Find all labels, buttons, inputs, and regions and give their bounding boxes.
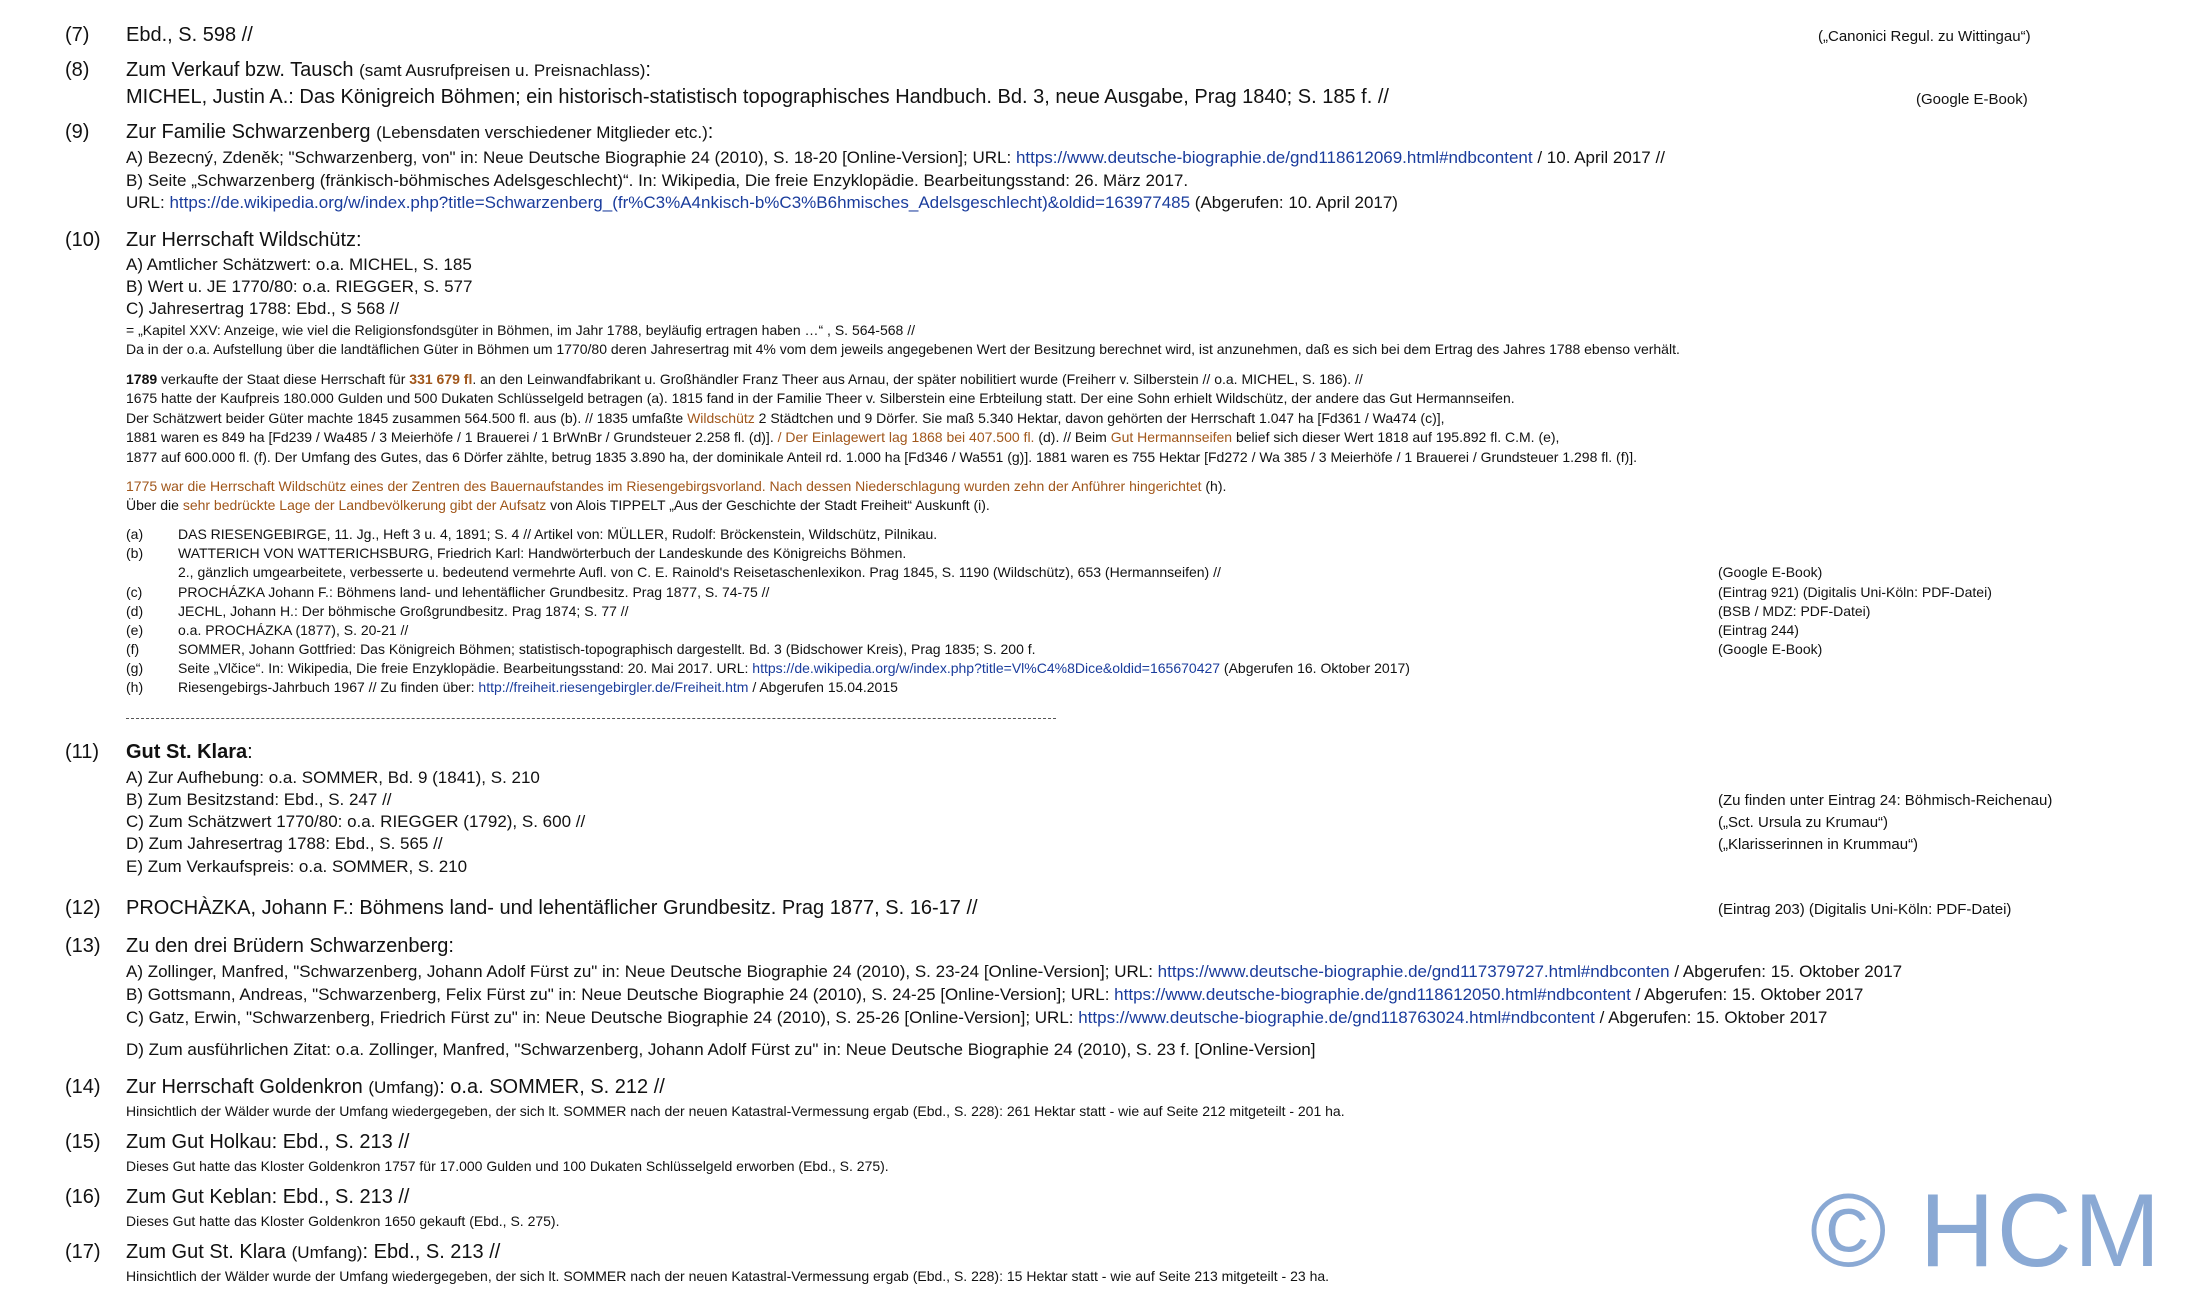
reference-source: (Google E-Book) — [1718, 641, 1823, 657]
citation-link[interactable]: https://www.deutsche-biographie.de/gnd117379727.html#ndbconten — [1157, 962, 1670, 981]
paragraph-line: Der Schätzwert beider Güter machte 1845 zusammen 564.500 fl. aus (b). // 1835 umfaßte Wildschütz 2 Städtchen und 9 Dörfer. Sie maß 5.340 Hektar, davon gehörten der Herrschaft 1.047 ha [Fd361 / Wa474 (c)], — [126, 410, 1445, 426]
reference-text: Seite „Vlčice“. In: Wikipedia, Die freie Enzyklopädie. Bearbeitungsstand: 20. Mai 2017. URL: https://de.wikipedia.org/w/index.php?title=Vl%C4%8Dice&oldid=165670427 (Abgerufen 16. Oktober 2017) — [178, 660, 1410, 676]
note: Hinsichtlich der Wälder wurde der Umfang wiedergegeben, der sich lt. SOMMER nach der neuen Katastral-Vermessung ergab (Ebd., S. 228): 261 Hektar statt - wie auf Seite 212 mitgeteilt - 201 ha. — [126, 1103, 1345, 1119]
item-d: D) Zum Jahresertrag 1788: Ebd., S. 565 // — [126, 834, 443, 853]
entry-number: (9) — [65, 121, 90, 143]
item-a: A) Amtlicher Schätzwert: o.a. MICHEL, S. 185 — [126, 255, 472, 274]
reference-text: JECHL, Johann H.: Der böhmische Großgrundbesitz. Prag 1874; S. 77 // — [178, 603, 629, 619]
reference-key: (f) — [126, 641, 140, 657]
paragraph-line: 1881 waren es 849 ha [Fd239 / Wa485 / 3 Meierhöfe / 1 Brauerei / 1 BrWnBr / Grundsteuer 2.258 fl. (d)]. / Der Einlagewert lag 1868 bei 407.500 fl. (d). // Beim Gut Hermannseifen belief sich dieser Wert 1818 auf 195.892 fl. C.M. (e), — [126, 429, 1560, 445]
reference-source: (BSB / MDZ: PDF-Datei) — [1718, 603, 1871, 619]
paragraph-line: 1675 hatte der Kaufpreis 180.000 Gulden und 500 Dukaten Schlüsselgeld betragen (a). 1815 fand in der Familie Theer v. Silberstein eine Erbteilung statt. Der eine Sohn erhielt Wildschütz, der andere das Gut Hermannseifen. — [126, 390, 1515, 406]
citation-link[interactable]: https://www.deutsche-biographie.de/gnd118763024.html#ndbcontent — [1078, 1008, 1595, 1027]
citation-link[interactable]: https://www.deutsche-biographie.de/gnd118612050.html#ndbcontent — [1114, 985, 1631, 1004]
citation-d: D) Zum ausführlichen Zitat: o.a. Zollinger, Manfred, "Schwarzenberg, Johann Adolf Fürst zu" in: Neue Deutsche Biographie 24 (2010), S. 23 f. [Online-Version] — [126, 1040, 1316, 1059]
reference-text: o.a. PROCHÁZKA (1877), S. 20-21 // — [178, 622, 409, 638]
reference-link[interactable]: https://de.wikipedia.org/w/index.php?title=Vl%C4%8Dice&oldid=165670427 — [752, 660, 1221, 676]
reference-key: (b) — [126, 545, 144, 561]
reference-text: WATTERICH VON WATTERICHSBURG, Friedrich Karl: Handwörterbuch der Landeskunde des Königreichs Böhmen. — [178, 545, 907, 561]
reference-source: (Eintrag 244) — [1718, 622, 1799, 638]
entry-title: Zur Herrschaft Wildschütz: — [126, 229, 362, 251]
note: Da in der o.a. Aufstellung über die landtäflichen Güter in Böhmen um 1770/80 deren Jahresertrag mit 4% vom dem jeweils angegebenen Wert der Besitzung berechnet wird, ist anzunehmen, daß es sich bei dem Ertrag des Jahres 1788 ebenso verhält. — [126, 341, 1680, 357]
paragraph-line: 1789 verkaufte der Staat diese Herrschaft für 331 679 fl. an den Leinwandfabrikant u. Großhändler Franz Theer aus Arnau, der später nobilitiert wurde (Freiherr v. Silberstein // o.a. MICHEL, S. 186). // — [126, 371, 1363, 387]
entry-number: (10) — [65, 229, 101, 251]
entry-number: (15) — [65, 1131, 101, 1153]
source-note: (Zu finden unter Eintrag 24: Böhmisch-Reichenau) — [1718, 792, 2053, 809]
citation-b: B) Gottsmann, Andreas, "Schwarzenberg, Felix Fürst zu" in: Neue Deutsche Biographie 24 (2010), S. 24-25 [Online-Version]; URL: https://www.deutsche-biographie.de/gnd118612050.html#ndbcontent / Abgerufen: 15. Oktober 2017 — [126, 985, 1864, 1004]
reference-text: 2., gänzlich umgearbeitete, verbesserte u. bedeutend vermehrte Aufl. von C. E. Rainold's Reisetaschenlexikon. Prag 1845, S. 1190 (Wildschütz), 653 (Hermannseifen) // — [178, 564, 1221, 580]
entry-number: (11) — [65, 741, 100, 763]
reference-source: (Google E-Book) — [1718, 564, 1823, 580]
citation-a: A) Zollinger, Manfred, "Schwarzenberg, Johann Adolf Fürst zu" in: Neue Deutsche Biographie 24 (2010), S. 23-24 [Online-Version]; URL: https://www.deutsche-biographie.de/gnd117379727.html#ndbconten / Abgerufen: 15. Oktober 2017 — [126, 962, 1903, 981]
entry-number: (16) — [65, 1186, 101, 1208]
entry-number: (17) — [65, 1241, 101, 1263]
reference-text: DAS RIESENGEBIRGE, 11. Jg., Heft 3 u. 4, 1891; S. 4 // Artikel von: MÜLLER, Rudolf: Bröckenstein, Wildschütz, Pilnikau. — [178, 526, 938, 542]
reference-text: SOMMER, Johann Gottfried: Das Königreich Böhmen; statistisch-topographisch dargestellt. Bd. 3 (Bidschower Kreis), Prag 1835; S. 200 f. — [178, 641, 1036, 657]
reference-text: PROCHÁZKA Johann F.: Böhmens land- und lehentäflicher Grundbesitz. Prag 1877, S. 74-75 // — [178, 584, 770, 600]
entry-number: (12) — [65, 897, 101, 919]
item-b: B) Wert u. JE 1770/80: o.a. RIEGGER, S. 577 — [126, 277, 473, 296]
citation: MICHEL, Justin A.: Das Königreich Böhmen; ein historisch-statistisch topographisches Handbuch. Bd. 3, neue Ausgabe, Prag 1840; S. 185 f. // — [126, 86, 1389, 108]
entry-title: Zur Herrschaft Goldenkron (Umfang): o.a. SOMMER, S. 212 // — [126, 1076, 665, 1098]
reference-key: (e) — [126, 622, 144, 638]
entry-title: PROCHÀZKA, Johann F.: Böhmens land- und lehentäflicher Grundbesitz. Prag 1877, S. 16-17 // — [126, 897, 978, 919]
citation-b: B) Seite „Schwarzenberg (fränkisch-böhmisches Adelsgeschlecht)“. In: Wikipedia, Die freie Enzyklopädie. Bearbeitungsstand: 26. März 2017. — [126, 171, 1189, 190]
item-c: C) Zum Schätzwert 1770/80: o.a. RIEGGER (1792), S. 600 // — [126, 812, 586, 831]
note: Dieses Gut hatte das Kloster Goldenkron 1650 gekauft (Ebd., S. 275). — [126, 1213, 560, 1229]
entry-title: Zum Gut Keblan: Ebd., S. 213 // — [126, 1186, 410, 1208]
reference-key: (g) — [126, 660, 144, 676]
citation-a: A) Bezecný, Zdeněk; "Schwarzenberg, von" in: Neue Deutsche Biographie 24 (2010), S. 18-20 [Online-Version]; URL: https://www.deutsche-biographie.de/gnd118612069.html#ndbcontent / 10. April 2017 // — [126, 148, 1665, 167]
reference-key: (c) — [126, 584, 143, 600]
entry-number: (13) — [65, 935, 101, 957]
reference-text: Riesengebirgs-Jahrbuch 1967 // Zu finden über: http://freiheit.riesengebirgler.de/Freiheit.htm / Abgerufen 15.04.2015 — [178, 679, 898, 695]
reference-source: (Eintrag 921) (Digitalis Uni-Köln: PDF-Datei) — [1718, 584, 1992, 600]
entry-title: Zu den drei Brüdern Schwarzenberg: — [126, 935, 454, 957]
paragraph-line: Über die sehr bedrückte Lage der Landbevölkerung gibt der Aufsatz von Alois TIPPELT „Aus der Geschichte der Stadt Freiheit“ Auskunft (i). — [126, 497, 990, 513]
entry-title: Zum Verkauf bzw. Tausch (samt Ausrufpreisen u. Preisnachlass): — [126, 59, 651, 81]
item-e: E) Zum Verkaufspreis: o.a. SOMMER, S. 210 — [126, 857, 468, 876]
entry-title: Ebd., S. 598 // — [126, 24, 253, 46]
divider — [126, 718, 1056, 719]
note: Dieses Gut hatte das Kloster Goldenkron 1757 für 17.000 Gulden und 100 Dukaten Schlüsselgeld erworben (Ebd., S. 275). — [126, 1158, 889, 1174]
citation-url: URL: https://de.wikipedia.org/w/index.php?title=Schwarzenberg_(fr%C3%A4nkisch-b%C3%B6hmisches_Adelsgeschlecht)&oldid=163977485 (Abgerufen: 10. April 2017) — [126, 193, 1398, 212]
item-a: A) Zur Aufhebung: o.a. SOMMER, Bd. 9 (1841), S. 210 — [126, 768, 540, 787]
entry-title: Zum Gut St. Klara (Umfang): Ebd., S. 213 // — [126, 1241, 501, 1263]
paragraph-line: 1775 war die Herrschaft Wildschütz eines der Zentren des Bauernaufstandes im Riesengebirgsvorland. Nach dessen Niederschlagung wurden zehn der Anführer hingerichtet (h). — [126, 478, 1227, 494]
source-note: (Google E-Book) — [1916, 91, 2028, 108]
paragraph-line: 1877 auf 600.000 fl. (f). Der Umfang des Gutes, das 6 Dörfer zählte, betrug 1835 3.890 ha, der dominikale Anteil rd. 1.000 ha [Fd346 / Wa551 (g)]. 1881 waren es 755 Hektar [Fd272 / Wa 385 / 3 Meierhöfe / 1 Brauerei / Grundsteuer 1.298 fl. (f)]. — [126, 449, 1638, 465]
reference-key: (h) — [126, 679, 144, 695]
item-b: B) Zum Besitzstand: Ebd., S. 247 // — [126, 790, 392, 809]
citation-link[interactable]: https://www.deutsche-biographie.de/gnd118612069.html#ndbcontent — [1015, 148, 1533, 167]
note: Hinsichtlich der Wälder wurde der Umfang wiedergegeben, der sich lt. SOMMER nach der neuen Katastral-Vermessung ergab (Ebd., S. 228): 15 Hektar statt - wie auf Seite 213 mitgeteilt - 23 ha. — [126, 1268, 1330, 1284]
reference-link[interactable]: http://freiheit.riesengebirgler.de/Freiheit.htm — [478, 679, 749, 695]
source-note: (Eintrag 203) (Digitalis Uni-Köln: PDF-Datei) — [1718, 901, 2012, 918]
entry-number: (14) — [65, 1076, 101, 1098]
reference-key: (a) — [126, 526, 144, 542]
entry-title: Zum Gut Holkau: Ebd., S. 213 // — [126, 1131, 410, 1153]
reference-key: (d) — [126, 603, 144, 619]
citation-link[interactable]: https://de.wikipedia.org/w/index.php?title=Schwarzenberg_(fr%C3%A4nkisch-b%C3%B6hmisches_Adelsgeschlecht)&oldid=163977485 — [169, 193, 1191, 212]
citation-c: C) Gatz, Erwin, "Schwarzenberg, Friedrich Fürst zu" in: Neue Deutsche Biographie 24 (2010), S. 25-26 [Online-Version]; URL: https://www.deutsche-biographie.de/gnd118763024.html#ndbcontent / Abgerufen: 15. Oktober 2017 — [126, 1008, 1828, 1027]
quote: = „Kapitel XXV: Anzeige, wie viel die Religionsfondsgüter in Böhmen, im Jahr 1788, beyläufig ertragen haben …“ , S. 564-568 // — [126, 322, 915, 338]
source-note: („Klarisserinnen in Krummau“) — [1718, 836, 1919, 853]
entry-title: Gut St. Klara: — [126, 741, 253, 763]
entry-number: (7) — [65, 24, 90, 46]
copyright-watermark: © HCM — [1810, 1173, 2163, 1289]
source-note: („Canonici Regul. zu Wittingau“) — [1818, 28, 2031, 45]
entry-number: (8) — [65, 59, 90, 81]
entry-title: Zur Familie Schwarzenberg (Lebensdaten verschiedener Mitglieder etc.): — [126, 121, 714, 143]
source-note: („Sct. Ursula zu Krumau“) — [1718, 814, 1889, 831]
item-c: C) Jahresertrag 1788: Ebd., S 568 // — [126, 299, 400, 318]
